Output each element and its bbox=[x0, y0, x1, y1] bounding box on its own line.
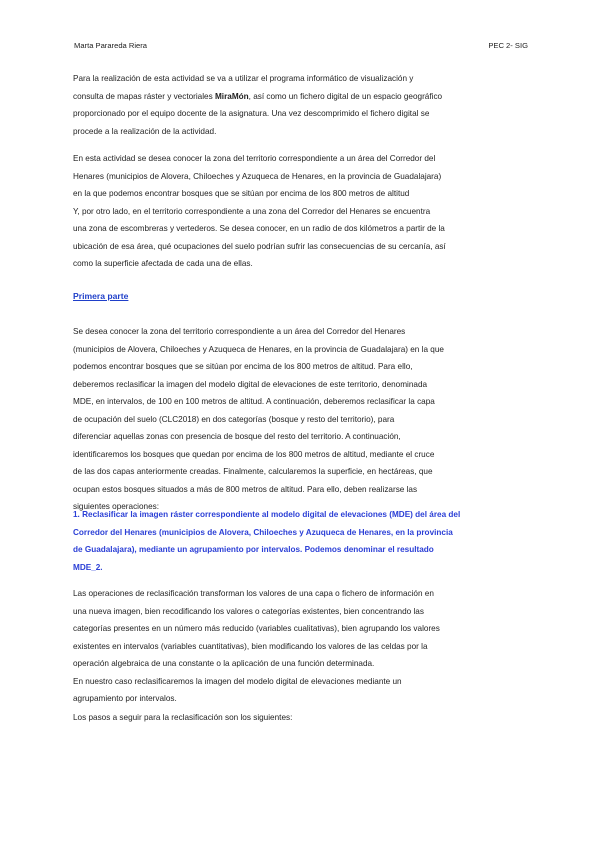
text-line: diferenciar aquellas zonas con presencia de bosque del resto del territorio. A continuación, bbox=[73, 432, 401, 441]
text-line: Henares (municipios de Alovera, Chiloeches y Azuqueca de Henares, en la provincia de Guadalajara) bbox=[73, 171, 442, 181]
text-segment: , así como un fichero digital de un espacio geográfico bbox=[248, 91, 443, 101]
text-line: Los pasos a seguir para la reclasificación son los siguientes: bbox=[73, 713, 293, 722]
text-line: Corredor del Henares (municipios de Alovera, Chiloeches y Azuqueca de Henares, en la provincia bbox=[73, 527, 453, 537]
text-line: ocupan estos bosques situados a más de 800 metros de altitud. Para ello, deben realizarse las bbox=[73, 484, 418, 494]
text-line: procede a la realización de la actividad. bbox=[73, 126, 217, 136]
text-line: Se desea conocer la zona del territorio correspondiente a un área del Corredor del Henares bbox=[73, 327, 406, 336]
text-line: una zona de escombreras y vertederos. Se desea conocer, en un radio de dos kilómetros a partir de la bbox=[73, 224, 445, 233]
text-line: En nuestro caso reclasificaremos la imagen del modelo digital de elevaciones mediante un bbox=[73, 676, 402, 686]
text-line: siguientes operaciones: bbox=[73, 502, 160, 511]
intro-paragraph bbox=[73, 70, 533, 140]
steps-intro bbox=[73, 709, 533, 727]
text-line: operación algebraica de una constante o la aplicación de una función determinada. bbox=[73, 659, 375, 668]
text-line: agrupamiento por intervalos. bbox=[73, 694, 177, 703]
text-line: En esta actividad se desea conocer la zona del territorio correspondiente a un área del Corredor del bbox=[73, 154, 436, 163]
text-line: identificaremos los bosques que quedan por encima de los 800 metros de altitud, mediante el cruce bbox=[73, 449, 435, 459]
part1-paragraph bbox=[73, 323, 533, 516]
section-heading: Primera parte bbox=[73, 291, 129, 301]
text-line: de ocupación del suelo (CLC2018) en dos categorías (bosque y resto del territorio), para bbox=[73, 414, 395, 424]
text-line: Las operaciones de reclasificación transforman los valores de una capa o fichero de información en bbox=[73, 589, 434, 598]
header-author: Marta Parareda Riera bbox=[74, 41, 148, 50]
text-line: deberemos reclasificar la imagen del modelo digital de elevaciones de este territorio, denominada bbox=[73, 379, 428, 389]
text-line: MDE_2. bbox=[73, 562, 103, 572]
text-segment: consulta de mapas ráster y vectoriales bbox=[73, 91, 215, 101]
text-line: existentes en intervalos (variables cuantitativas), bien modificando los valores de las celdas por la bbox=[73, 641, 428, 651]
text-line: Para la realización de esta actividad se va a utilizar el programa informático de visualización y bbox=[73, 74, 414, 83]
text-line bbox=[73, 88, 533, 106]
header-course: PEC 2- SIG bbox=[488, 41, 528, 50]
text-line: ubicación de esa área, qué ocupaciones del suelo podrían sufrir las consecuencias de su cercanía, así bbox=[73, 241, 446, 251]
software-name: MiraMón bbox=[214, 91, 249, 101]
text-line: de Guadalajara), mediante un agrupamiento por intervalos. Podemos denominar el resultado bbox=[73, 545, 434, 554]
text-line: proporcionado por el equipo docente de la asignatura. Una vez descomprimido el fichero digital se bbox=[73, 109, 430, 118]
text-line: de las dos capas anteriormente creadas. Finalmente, calcularemos la superficie, en hectáreas, que bbox=[73, 467, 433, 476]
activity-paragraph bbox=[73, 150, 533, 273]
step1-instruction bbox=[73, 506, 533, 576]
text-line: Y, por otro lado, en el territorio correspondiente a una zona del Corredor del Henares se encuentra bbox=[73, 206, 431, 216]
text-line: en la que podemos encontrar bosques que se sitúan por encima de los 800 metros de altitud bbox=[73, 189, 410, 198]
text-line: categorías presentes en un número más reducido (variables cualitativas), bien agrupando los valores bbox=[73, 624, 440, 633]
text-line: 1. Reclasificar la imagen ráster correspondiente al modelo digital de elevaciones (MDE) del área del bbox=[73, 510, 461, 519]
text-line: (municipios de Alovera, Chiloeches y Azuqueca de Henares, en la provincia de Guadalajara) en la que bbox=[73, 344, 444, 354]
reclass-paragraph bbox=[73, 585, 533, 708]
text-line: como la superficie afectada de cada una de ellas. bbox=[73, 259, 253, 268]
text-line: podemos encontrar bosques que se sitúan por encima de los 800 metros de altitud. Para ello, bbox=[73, 362, 413, 371]
text-line: una nueva imagen, bien recodificando los valores o categorías existentes, bien concentrando las bbox=[73, 606, 424, 616]
text-line: MDE, en intervalos, de 100 en 100 metros de altitud. A continuación, deberemos reclasificar la capa bbox=[73, 397, 435, 406]
